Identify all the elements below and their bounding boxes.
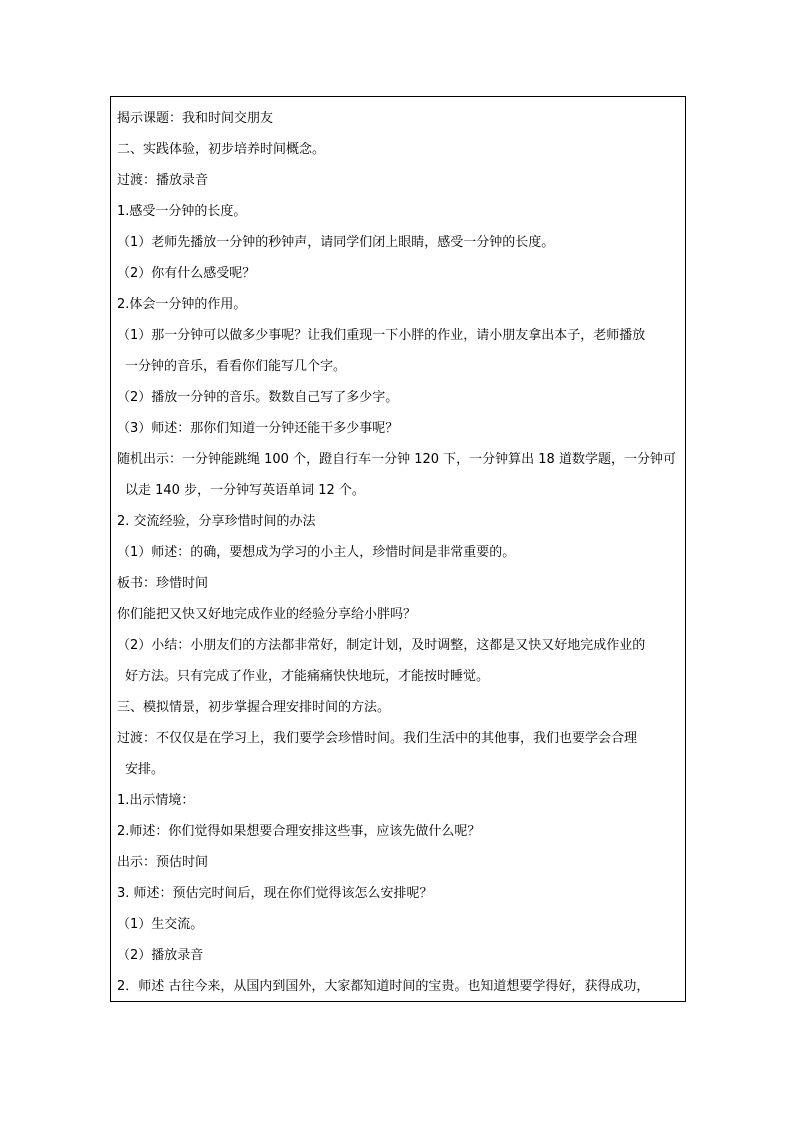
text-line: （1）师述：的确，要想成为学习的小主人，珍惜时间是非常重要的。 [117, 545, 516, 560]
text-line-continuation: 以走 140 步，一分钟写英语单词 12 个。 [125, 483, 365, 498]
text-line: （3）师述：那你们知道一分钟还能干多少事呢？ [117, 421, 399, 436]
lesson-plan-table-cell [110, 96, 686, 1002]
text-line-continuation: 安排。 [125, 762, 165, 777]
text-line: （1）那一分钟可以做多少事呢？让我们重现一下小胖的作业，请小朋友拿出本子，老师播放 [117, 328, 646, 343]
lesson-plan-content [117, 103, 679, 1002]
text-line: 三、模拟情景，初步掌握合理安排时间的方法。 [117, 700, 391, 715]
text-line: 3. 师述：预估完时间后，现在你们觉得该怎么安排呢？ [117, 886, 433, 901]
text-line: 二、实践体验，初步培养时间概念。 [117, 142, 326, 157]
text-line: （2）播放录音 [117, 948, 204, 963]
text-line: 揭示课题：我和时间交朋友 [117, 111, 274, 126]
text-line: 随机出示：一分钟能跳绳 100 个，蹬自行车一分钟 120 下，一分钟算出 18 道数学题，一分钟可 [117, 452, 676, 467]
text-line: 2.师述：你们觉得如果想要合理安排这些事，应该先做什么呢？ [117, 824, 481, 839]
text-line-continuation: 好方法。只有完成了作业，才能痛痛快快地玩，才能按时睡觉。 [125, 669, 490, 684]
text-line: 你们能把又快又好地完成作业的经验分享给小胖吗？ [117, 607, 417, 622]
text-line: 2.体会一分钟的作用。 [117, 297, 247, 312]
text-line-continuation: 一分钟的音乐，看看你们能写几个字。 [125, 359, 347, 374]
text-line: 2. 交流经验，分享珍惜时间的办法 [117, 514, 316, 529]
text-line: （2）播放一分钟的音乐。数数自己写了多少字。 [117, 390, 399, 405]
text-line: 1.出示情境： [117, 793, 195, 808]
text-line: 出示：预估时间 [117, 855, 209, 870]
text-line: 2．师述 古往今来，从国内到国外，大家都知道时间的宝贵。也知道想要学得好，获得成功， [117, 979, 650, 994]
text-line: 过渡：不仅仅是在学习上，我们要学会珍惜时间。我们生活中的其他事，我们也要学会合理 [117, 731, 638, 746]
text-line: （1）老师先播放一分钟的秒钟声，请同学们闭上眼睛，感受一分钟的长度。 [117, 235, 555, 250]
text-line: 板书：珍惜时间 [117, 576, 209, 591]
text-line: 过渡：播放录音 [117, 173, 209, 188]
text-line: （2）你有什么感受呢？ [117, 266, 256, 281]
text-line: （2）小结：小朋友们的方法都非常好，制定计划，及时调整，这都是又快又好地完成作业的 [117, 638, 646, 653]
text-line: 1.感受一分钟的长度。 [117, 204, 247, 219]
text-line: （1）生交流。 [117, 917, 204, 932]
